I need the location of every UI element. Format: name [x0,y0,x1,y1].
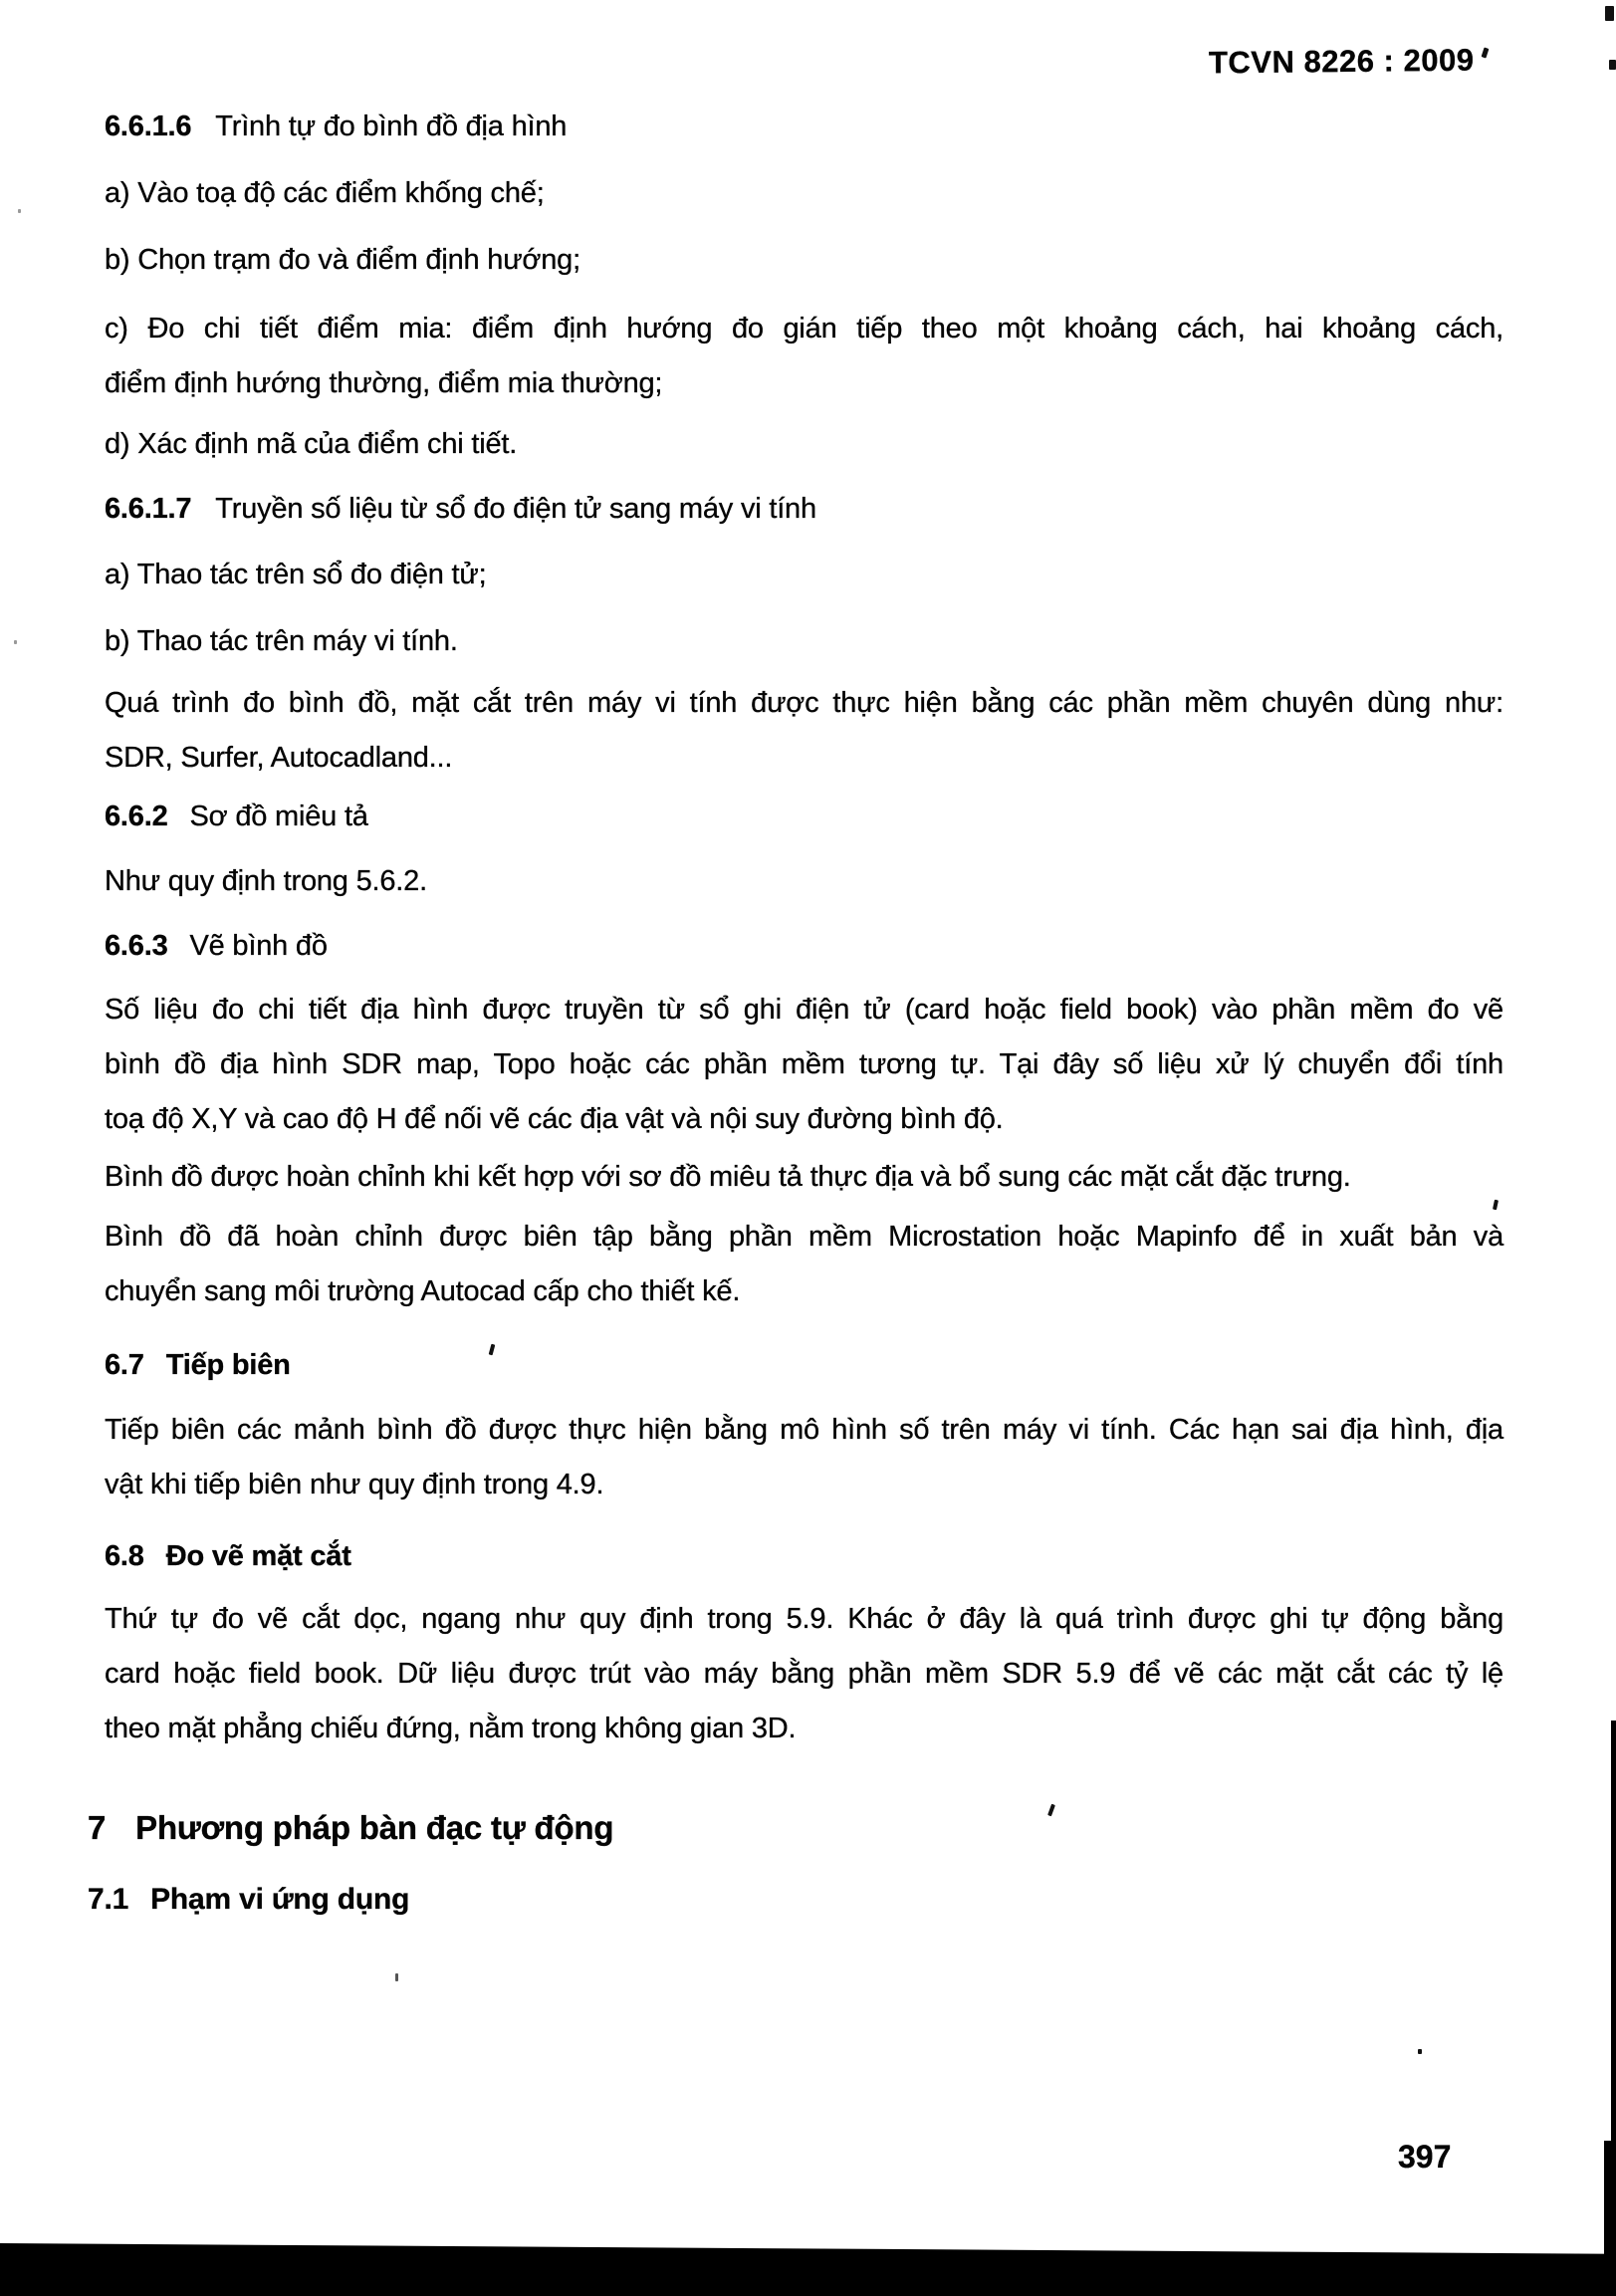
heading-title: Sơ đồ miêu tả [189,801,368,832]
paragraph-line: Số liệu đo chi tiết địa hình được truyền từ sổ ghi điện tử (card hoặc field book) vào phần mềm đo vẽ [105,994,1503,1026]
list-item-a: a) Vào toạ độ các điểm khống chế; [105,177,545,209]
heading-6.8 [105,1529,1503,1584]
paragraph [105,1210,1503,1319]
scan-speck [1493,1200,1499,1211]
scan-speck [1605,6,1614,21]
paragraph-line: c) Đo chi tiết điểm mia: điểm định hướng đo gián tiếp theo một khoảng cách, hai khoảng cách, [105,313,1503,344]
paragraph [105,1403,1503,1512]
heading-number: 7 [88,1809,107,1846]
heading-number: 6.6.3 [105,930,168,962]
heading-number: 6.6.1.7 [105,493,192,525]
paragraph [105,983,1503,1147]
scan-speck [1418,2049,1422,2054]
heading-title: Đo vẽ mặt cắt [165,1540,351,1572]
heading-title: Trình tự đo bình đồ địa hình [215,111,568,142]
heading-title: Phương pháp bàn đạc tự động [135,1809,614,1846]
heading-7.1 [88,1872,1487,1927]
heading-6.6.1.7 [105,482,1503,537]
paragraph-line: toạ độ X,Y và cao độ H để nối vẽ các địa vật và nội suy đường bình độ. [105,1103,1004,1135]
scan-speck [1482,47,1490,58]
paragraph-line: điểm định hướng thường, điểm mia thường; [105,367,663,399]
paragraph: Như quy định trong 5.6.2. [105,865,427,897]
paragraph-line: SDR, Surfer, Autocadland... [105,742,453,774]
heading-7 [88,1798,1487,1858]
heading-number: 6.6.2 [105,801,168,832]
scan-speck [395,1973,398,1981]
list-item-a: a) Thao tác trên sổ đo điện tử; [105,559,487,590]
paragraph-line: bình đồ địa hình SDR map, Topo hoặc các phần mềm tương tự. Tại đây số liệu xử lý chuyển đổi tính [105,1048,1503,1080]
heading-6.6.1.6 [105,100,1503,154]
paragraph-line: theo mặt phẳng chiếu đứng, nằm trong không gian 3D. [105,1713,797,1744]
list-item-b: b) Thao tác trên máy vi tính. [105,625,458,657]
paragraph-line: Tiếp biên các mảnh bình đồ được thực hiện bằng mô hình số trên máy vi tính. Các hạn sai địa hình, địa [105,1414,1503,1446]
scan-speck [1609,60,1616,70]
scan-speck [18,209,21,213]
heading-6.7 [105,1338,1503,1393]
scan-speck [14,640,17,644]
paragraph-line: chuyển sang môi trường Autocad cấp cho thiết kế. [105,1275,741,1307]
paragraph-line: Bình đồ đã hoàn chỉnh được biên tập bằng phần mềm Microstation hoặc Mapinfo để in xuất bản và [105,1221,1503,1253]
heading-title: Phạm vi ứng dụng [150,1883,410,1916]
paragraph [105,676,1503,786]
paragraph [105,1592,1503,1756]
list-item-c [105,302,1503,411]
heading-title: Truyền số liệu từ sổ đo điện tử sang máy vi tính [215,493,816,525]
heading-number: 6.7 [105,1349,144,1381]
heading-number: 7.1 [88,1883,129,1916]
heading-number: 6.6.1.6 [105,111,192,142]
page-header-standard-code: TCVN 8226 : 2009 [1208,42,1475,81]
paragraph: Bình đồ được hoàn chỉnh khi kết hợp với sơ đồ miêu tả thực địa và bổ sung các mặt cắt đặc trưng. [105,1161,1351,1193]
list-item-b: b) Chọn trạm đo và điểm định hướng; [105,244,580,276]
heading-number: 6.8 [105,1540,144,1572]
heading-6.6.3 [105,919,1503,974]
page-number: 397 [1398,2139,1452,2175]
heading-title: Tiếp biên [165,1349,291,1381]
paragraph-line: Quá trình đo bình đồ, mặt cắt trên máy vi tính được thực hiện bằng các phần mềm chuyên dùng như: [105,687,1503,719]
heading-title: Vẽ bình đồ [189,930,328,962]
heading-6.6.2 [105,790,1503,844]
paragraph-line: card hoặc field book. Dữ liệu được trút vào máy bằng phần mềm SDR 5.9 để vẽ các mặt cắt các tỷ lệ [105,1658,1503,1690]
scan-bottom-bar [0,2243,1616,2296]
paragraph-line: Thứ tự đo vẽ cắt dọc, ngang như quy định trong 5.9. Khác ở đây là quá trình được ghi tự động bằng [105,1603,1503,1635]
paragraph-line: vật khi tiếp biên như quy định trong 4.9. [105,1469,604,1500]
list-item-d: d) Xác định mã của điểm chi tiết. [105,428,518,460]
